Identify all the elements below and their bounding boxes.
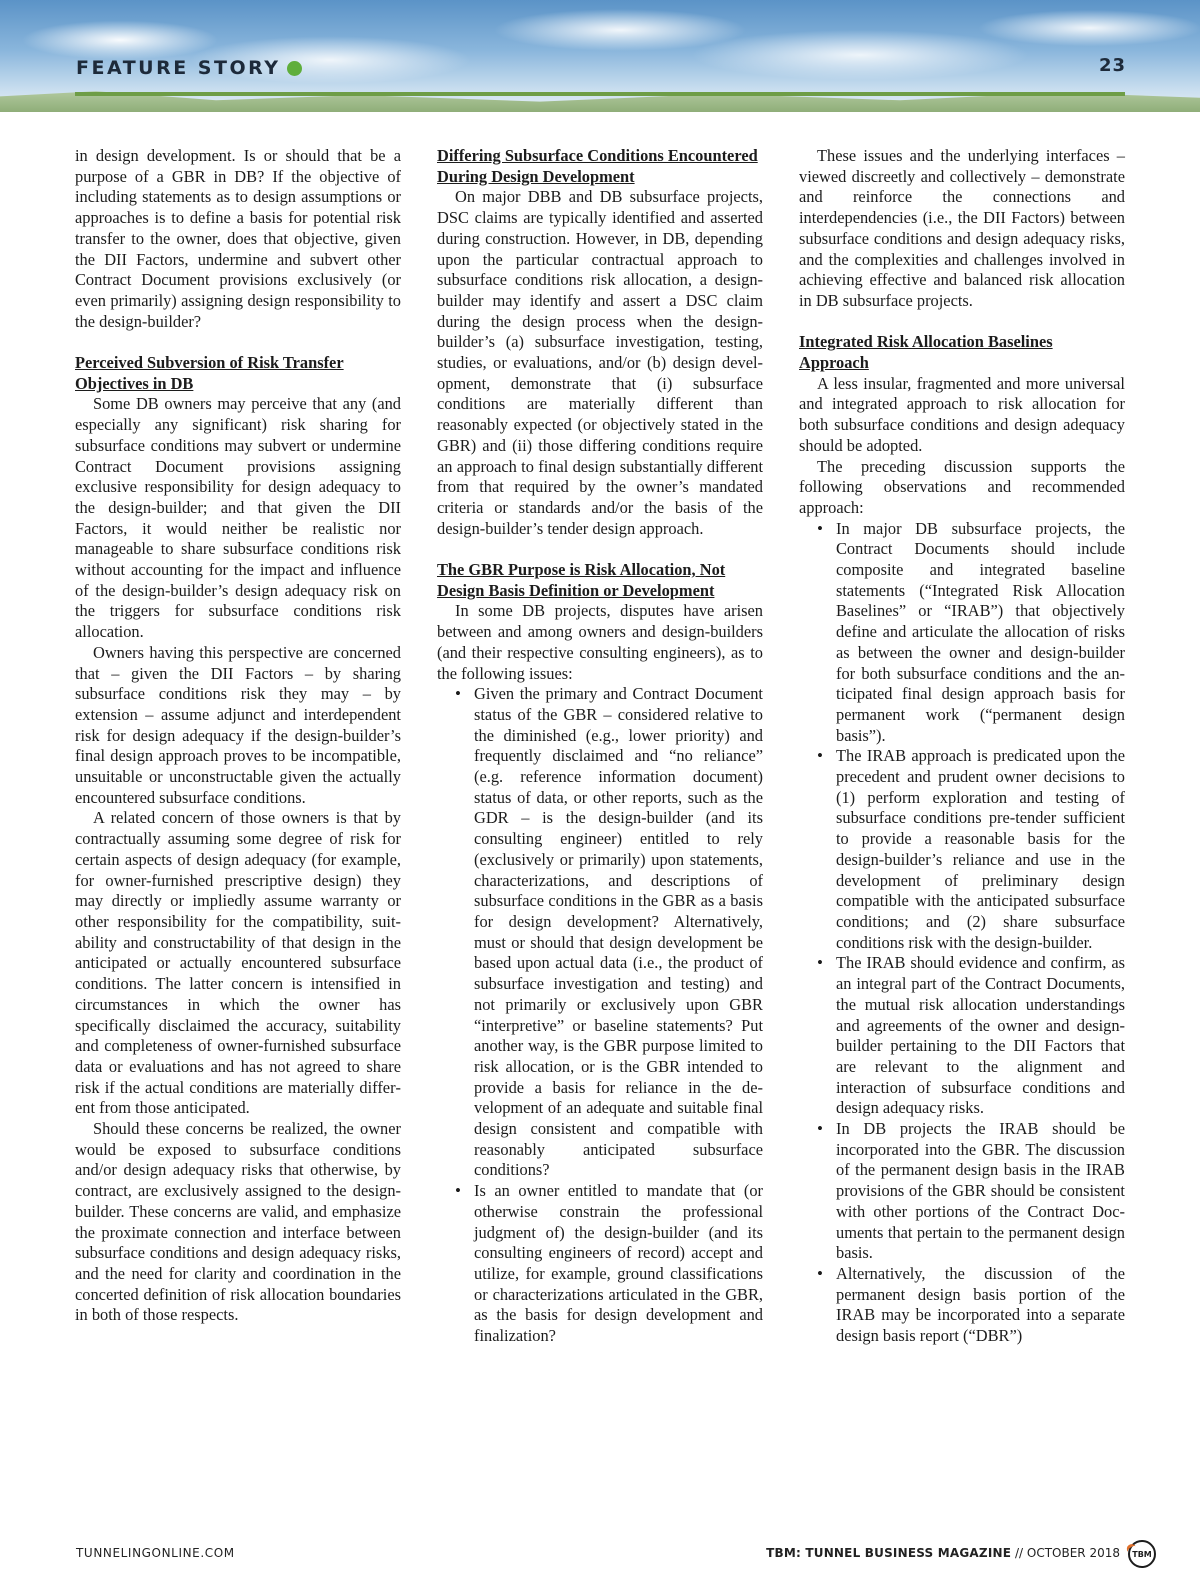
footer-website[interactable]: TUNNELINGONLINE.COM [76,1546,235,1560]
header-rule [75,92,1125,96]
bullet-item: • The IRAB approach is predicated upon the precedent and prudent owner decisions to (1) perform exploration and testing of subsurface conditions pre-tender sufficient to provide a reasonable basis for the design-builder’s reliance and use in the development of preliminary design compatible with the anticipated subsurface conditions; and (2) share subsurface conditions risk with the design-builder. [799,746,1125,953]
section-label-text: FEATURE STORY [76,57,281,79]
bullet-list [437,684,763,1347]
bullet-item: • In major DB subsurface projects, the Contract Documents should include composite and integrated baseline statements (“Integrated Risk Allocation Baselines” or “IRAB”) that objectively define and articulate the allocation of risks as between the owner and design-builder for both subsurface conditions and the anticipated final design approach basis for permanent work (“permanent design basis”). [799,519,1125,747]
column-2 [437,146,763,1347]
subheading: Differing Subsurface Conditions Encountered During Design Development [437,146,758,186]
paragraph: Some DB owners may perceive that any (and especially any significant) risk sharing for subsurface conditions may subvert or undermine Contract Document provisions assigning exclusive responsibility for design adequacy to the design-builder; and that given the DII Factors, it would neither be realistic nor manageable to share subsurface conditions risk without accounting for the impact and influence of the design-builder’s design adequacy risk on the triggers for subsurface conditions risk allocation. [75,394,401,642]
tbm-logo-text: TBM [1132,1549,1152,1559]
subheading: Perceived Subversion of Risk Transfer Objectives in DB [75,353,344,393]
paragraph: Should these concerns be realized, the owner would be exposed to subsurface conditions and/or design adequacy risks that otherwise, by contract, are exclusively assigned to the design-builder. These concerns are valid, and emphasize the proximate connection and interface between subsurface conditions and design adequacy risks, and the need for clarity and coordination in the concerted definition of risk allocation boundaries in both of those respects. [75,1119,401,1325]
subheading: Integrated Risk Allocation Baselines Approach [799,332,1053,373]
section-dot-icon [287,61,302,76]
bullet-item: • In DB projects the IRAB should be incorporated into the GBR. The discussion of the permanent design basis in the IRAB provisions of the GBR should be consistent with other portions of the Contract Documents that pertain to the permanent design basis. [799,1119,1125,1264]
paragraph: A less insular, fragmented and more universal and integrated approach to risk allocation for both subsurface conditions and design adequacy should be adopted. [799,373,1125,455]
bullet-item: • Is an owner entitled to mandate that (or otherwise constrain the professional judgment of) the design-builder (and its consulting engineers of record) accept and utilize, for example, ground classifications or characterizations articulated in the GBR, as the basis for design development and finalization? [437,1181,763,1347]
bullet-item: • Alternatively, the discussion of the permanent design basis portion of the IRAB may be incorporated into a separate design basis report (“DBR”) [799,1264,1125,1347]
bullet-item: • Given the primary and Contract Document status of the GBR – considered relative to the diminished (e.g., lower priority) and frequently disclaimed and “no reliance” (e.g. reference information document) status of data, or other reports, such as the GDR – is the design-builder (and its consulting engineer) entitled to rely (exclusively or primarily) upon statements, characterizations, and descriptions of subsurface conditions in the GBR as a basis for design development? Alternatively, must or should that design development be based upon actual data (i.e., the product of subsurface investigation and testing) and not primarily or exclusively upon GBR “interpretive” or baseline statements? Put another way, is the GBR purpose limited to risk allocation, or is the GBR intended to provide a basis for reliance in the development of an adequate and suitable final design consistent and compatible with reasonably anticipated subsurface conditions? [437,684,763,1181]
section-label [76,56,302,80]
subheading: The GBR Purpose is Risk Allocation, Not Design Basis Definition or Development [437,560,726,600]
banner-landscape [0,86,1200,112]
footer-issue-date: OCTOBER 2018 [1026,1546,1120,1560]
bullet-list [799,519,1125,1347]
tbm-logo-icon [1128,1540,1156,1568]
bullet-item: • The IRAB should evidence and confirm, as an integral part of the Contract Documents, the mutual risk allocation understandings and agreements of the owner and design-builder pertaining to the DII Factors that are relevant to the alignment and interaction of subsurface conditions and design adequacy risks. [799,953,1125,1119]
header-banner [0,0,1200,112]
paragraph: Owners having this perspective are concerned that – given the DII Factors – by sharing subsurface conditions risk they may – by extension – assume adjunct and interdependent risk for design adequacy if the design-builder’s final design approach proves to be incompatible, unsuitable or unconstructable given the actually encountered subsurface conditions. [75,642,401,807]
footer-publication-name: TBM: TUNNEL BUSINESS MAGAZINE [766,1546,1012,1560]
column-1 [75,146,401,1326]
paragraph: A related concern of those owners is that by contractually assuming some degree of risk for certain aspects of design adequacy (for example, for owner-furnished prescriptive design) they may directly or impliedly assume warranty or other responsibility for the compatibility, suitability and constructability of that design in the anticipated or actually encountered subsurface conditions. The latter concern is intensified in circumstances in which the owner has specifically disclaimed the accuracy, suitability and completeness of owner-furnished subsurface data or evaluations and has not agreed to share risk if the actual conditions are materially different from those anticipated. [75,808,401,1118]
paragraph: in design development. Is or should that be a purpose of a GBR in DB? If the objective of including statements as to design assumptions or approaches is to define a basis for potential risk transfer to the owner, does that objective, given the DII Factors, undermine and subvert other Contract Document provisions exclusively (or even primarily) assigning design responsibility to the design-builder? [75,146,401,331]
paragraph: These issues and the underlying interfaces – viewed discreetly and collectively – demonstrate and reinforce the connections and interdependencies (i.e., the DII Factors) between subsurface conditions and design adequacy risks, and the complexities and challenges involved in achieving effective and balanced risk allocation in DB subsurface projects. [799,146,1125,310]
footer-publication [766,1546,1120,1560]
footer-separator: // [1014,1546,1024,1560]
column-3 [799,146,1125,1347]
paragraph: In some DB projects, disputes have arisen between and among owners and design-builders (and their respective consulting engineers), as to the following issues: [437,601,763,683]
paragraph: The preceding discussion supports the following observations and recommended approach: [799,456,1125,517]
paragraph: On major DBB and DB subsurface projects, DSC claims are typically identified and asserted during construction. However, in DB, depending upon the particular contractual approach to subsurface conditions risk allocation, a design-builder may identify and assert a DSC claim during the design process when the design-builder’s (a) subsurface investigation, testing, studies, or evaluations, and/or (b) design development, demonstrate that (i) subsurface conditions are materially different than reasonably expected (or objectively stated in the GBR) and (ii) those differing conditions require an approach to final design substantially different from that required by the owner’s mandated criteria or standards and/or the basis of the design-builder’s tender design approach. [437,187,763,538]
page-number: 23 [1098,55,1126,76]
